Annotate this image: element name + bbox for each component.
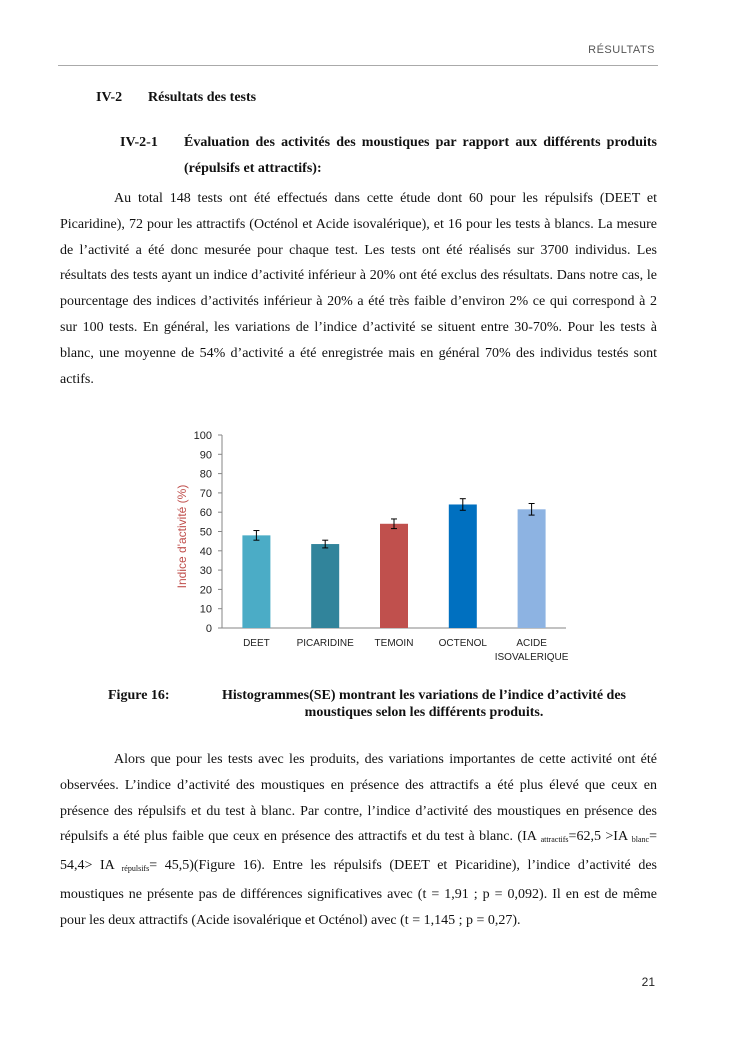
y-tick-label: 20 xyxy=(199,584,212,597)
y-tick-label: 30 xyxy=(199,565,212,578)
y-tick-label: 0 xyxy=(205,623,212,635)
value-repulsifs-and-stats: = 45,5)(Figure 16). Entre les répulsifs (DEET et Picaridine), l’indice d’activité des moustiques ne présente pas de différences significatives avec (t = 1,91 ; p = 0,092). Il en est de même pour les deux attractifs (Acide isovalérique et Octénol) avec (t = 1,145 ; p = 0,27). xyxy=(60,858,657,928)
subscript-attractifs: attractifs xyxy=(540,835,569,845)
y-tick-label: 10 xyxy=(199,603,212,616)
subsection-heading xyxy=(120,130,657,182)
bar xyxy=(311,544,339,628)
x-tick-label: TEMOIN xyxy=(374,638,414,649)
paragraph-results xyxy=(60,747,657,934)
figure-caption-text: Histogrammes(SE) montrant les variations de l’indice d’activité des moustiques selon les différents produits. xyxy=(221,688,626,720)
y-tick-label: 80 xyxy=(199,468,212,481)
bar xyxy=(518,509,546,628)
y-tick-label: 60 xyxy=(199,507,212,520)
value-attractifs: =62,5 >IA xyxy=(568,829,628,845)
subsection-number: IV-2-1 xyxy=(120,135,158,150)
running-header: RÉSULTATS xyxy=(588,44,655,56)
subscript-blanc: blanc xyxy=(631,835,650,845)
bar xyxy=(380,524,408,628)
bar xyxy=(449,504,477,628)
x-tick-label: ISOVALERIQUE xyxy=(494,652,569,663)
bar xyxy=(242,535,270,628)
subsection-title: Évaluation des activités des moustiques par rapport aux différents produits (répulsifs et attractifs): xyxy=(184,135,657,176)
page-number: 21 xyxy=(641,975,655,989)
section-number: IV-2 xyxy=(96,90,123,105)
y-tick-label: 100 xyxy=(193,430,212,442)
x-tick-label: OCTENOL xyxy=(438,638,487,649)
bar-chart xyxy=(170,425,580,670)
figure-caption xyxy=(108,687,648,721)
paragraph-intro: Au total 148 tests ont été effectués dans cette étude dont 60 pour les répulsifs (DEET et Picaridine), 72 pour les attractifs (Octénol et Acide isovalérique), et 16 pour les tests à blancs. La mesure de l’activité a été donc mesurée pour chaque test. Les tests ont été réalisés sur 3700 individus. Les résultats des tests ayant un indice d’activité inférieur à 20% ont été exclus des résultats. Dans notre cas, le pourcentage des indices d’activités inférieur à 20% a été très faible d’environ 2% ce qui correspond à 2 sur 100 tests. En général, les variations de l’indice d’activité se situent entre 30-70%. Pour les tests à blanc, une moyenne de 54% d’activité a été enregistrée mais en général 70% des individus testés sont actifs. xyxy=(60,191,657,387)
subscript-repulsifs: répulsifs xyxy=(121,864,150,874)
x-tick-label: ACIDE xyxy=(516,638,547,649)
figure-label: Figure 16: xyxy=(108,688,170,703)
section-title: Résultats des tests xyxy=(148,90,257,105)
section-heading xyxy=(96,90,256,106)
y-tick-label: 70 xyxy=(199,487,212,500)
header-rule xyxy=(58,65,658,66)
y-tick-label: 90 xyxy=(199,449,212,462)
x-tick-label: PICARIDINE xyxy=(296,638,354,649)
y-tick-label: 40 xyxy=(199,545,212,558)
value-blanc: = 54,4> IA xyxy=(60,829,658,874)
y-axis-label: Indice d'activité (%) xyxy=(175,484,189,589)
x-tick-label: DEET xyxy=(243,638,270,649)
y-tick-label: 50 xyxy=(199,526,212,539)
paragraph-results-intro: Alors que pour les tests avec les produits, des variations importantes de cette activité ont été observées. L’indice d’activité des moustiques en présence des attractifs a été plus élevé que ceux en présence des répulsifs et du test à blanc. Par contre, l’indice d’activité des moustiques en présence des répulsifs a été plus faible que ceux en présence des attractifs et du test à blanc. (IA xyxy=(60,752,657,845)
